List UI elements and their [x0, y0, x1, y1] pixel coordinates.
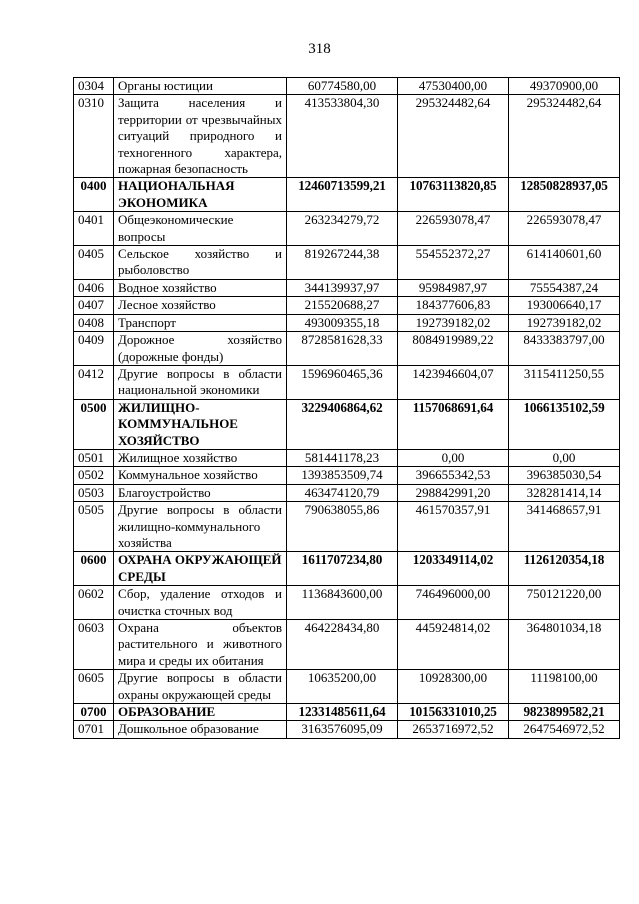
cell-value-2: 192739182,02: [398, 314, 509, 331]
cell-value-1: 10635200,00: [287, 670, 398, 704]
cell-value-1: 3163576095,09: [287, 721, 398, 738]
cell-code: 0501: [74, 449, 114, 466]
cell-value-3: 295324482,64: [509, 95, 620, 178]
cell-name: Защита населения и территории от чрезвычайных ситуаций природного и техногенного характера, пожарная безопасность: [114, 95, 287, 178]
section-row: [74, 178, 620, 212]
cell-value-1: 790638055,86: [287, 502, 398, 552]
cell-value-2: 10156331010,25: [398, 704, 509, 721]
cell-value-2: 8084919989,22: [398, 332, 509, 366]
cell-code: 0304: [74, 78, 114, 95]
cell-code: 0503: [74, 484, 114, 501]
cell-code: 0500: [74, 399, 114, 449]
cell-name: Другие вопросы в области национальной экономики: [114, 365, 287, 399]
cell-name: Другие вопросы в области жилищно-коммунального хозяйства: [114, 502, 287, 552]
table-row: [74, 721, 620, 738]
cell-value-3: 614140601,60: [509, 246, 620, 280]
section-row: [74, 399, 620, 449]
cell-value-2: 396655342,53: [398, 467, 509, 484]
cell-code: 0406: [74, 279, 114, 296]
table-row: [74, 365, 620, 399]
cell-name: Сельское хозяйство и рыболовство: [114, 246, 287, 280]
cell-value-3: 3115411250,55: [509, 365, 620, 399]
table-row: [74, 586, 620, 620]
cell-value-2: 1203349114,02: [398, 552, 509, 586]
cell-value-1: 1611707234,80: [287, 552, 398, 586]
cell-value-2: 226593078,47: [398, 212, 509, 246]
cell-name: Лесное хозяйство: [114, 297, 287, 314]
cell-code: 0505: [74, 502, 114, 552]
table-row: [74, 279, 620, 296]
cell-value-3: 364801034,18: [509, 620, 620, 670]
cell-value-3: 9823899582,21: [509, 704, 620, 721]
cell-code: 0409: [74, 332, 114, 366]
cell-value-3: 11198100,00: [509, 670, 620, 704]
table-row: [74, 449, 620, 466]
cell-name: Благоустройство: [114, 484, 287, 501]
cell-name: НАЦИОНАЛЬНАЯ ЭКОНОМИКА: [114, 178, 287, 212]
cell-value-3: 1066135102,59: [509, 399, 620, 449]
budget-table: [73, 77, 620, 739]
table-row: [74, 297, 620, 314]
cell-name: Жилищное хозяйство: [114, 449, 287, 466]
cell-value-3: 396385030,54: [509, 467, 620, 484]
cell-code: 0502: [74, 467, 114, 484]
cell-value-2: 10928300,00: [398, 670, 509, 704]
table-row: [74, 78, 620, 95]
cell-value-2: 461570357,91: [398, 502, 509, 552]
cell-value-1: 8728581628,33: [287, 332, 398, 366]
cell-value-3: 226593078,47: [509, 212, 620, 246]
table-row: [74, 502, 620, 552]
cell-name: ОХРАНА ОКРУЖАЮЩЕЙ СРЕДЫ: [114, 552, 287, 586]
cell-code: 0605: [74, 670, 114, 704]
cell-code: 0405: [74, 246, 114, 280]
cell-name: Транспорт: [114, 314, 287, 331]
cell-value-1: 3229406864,62: [287, 399, 398, 449]
cell-code: 0401: [74, 212, 114, 246]
cell-value-2: 47530400,00: [398, 78, 509, 95]
cell-name: ЖИЛИЩНО-КОММУНАЛЬНОЕ ХОЗЯЙСТВО: [114, 399, 287, 449]
cell-value-2: 184377606,83: [398, 297, 509, 314]
page-number: 318: [308, 41, 331, 57]
table-row: [74, 95, 620, 178]
cell-value-3: 341468657,91: [509, 502, 620, 552]
cell-code: 0407: [74, 297, 114, 314]
section-row: [74, 704, 620, 721]
cell-value-1: 1136843600,00: [287, 586, 398, 620]
cell-code: 0600: [74, 552, 114, 586]
cell-value-2: 298842991,20: [398, 484, 509, 501]
table-row: [74, 314, 620, 331]
cell-name: Дошкольное образование: [114, 721, 287, 738]
cell-name: Водное хозяйство: [114, 279, 287, 296]
cell-value-2: 10763113820,85: [398, 178, 509, 212]
table-row: [74, 484, 620, 501]
cell-name: Сбор, удаление отходов и очистка сточных вод: [114, 586, 287, 620]
cell-value-3: 1126120354,18: [509, 552, 620, 586]
cell-value-2: 95984987,97: [398, 279, 509, 296]
cell-value-1: 464228434,80: [287, 620, 398, 670]
cell-value-1: 463474120,79: [287, 484, 398, 501]
table-row: [74, 620, 620, 670]
cell-value-1: 344139937,97: [287, 279, 398, 296]
section-row: [74, 552, 620, 586]
cell-value-1: 581441178,23: [287, 449, 398, 466]
cell-value-3: 328281414,14: [509, 484, 620, 501]
cell-code: 0400: [74, 178, 114, 212]
cell-code: 0603: [74, 620, 114, 670]
cell-value-3: 750121220,00: [509, 586, 620, 620]
cell-name: Другие вопросы в области охраны окружающей среды: [114, 670, 287, 704]
cell-value-2: 445924814,02: [398, 620, 509, 670]
cell-value-3: 0,00: [509, 449, 620, 466]
cell-value-1: 215520688,27: [287, 297, 398, 314]
cell-value-1: 493009355,18: [287, 314, 398, 331]
table-row: [74, 332, 620, 366]
budget-table-body: [74, 78, 620, 739]
cell-value-3: 193006640,17: [509, 297, 620, 314]
cell-value-2: 295324482,64: [398, 95, 509, 178]
cell-value-1: 1596960465,36: [287, 365, 398, 399]
cell-value-1: 1393853509,74: [287, 467, 398, 484]
table-row: [74, 246, 620, 280]
cell-value-1: 12460713599,21: [287, 178, 398, 212]
cell-value-2: 1157068691,64: [398, 399, 509, 449]
cell-value-3: 2647546972,52: [509, 721, 620, 738]
cell-code: 0602: [74, 586, 114, 620]
table-row: [74, 670, 620, 704]
table-row: [74, 467, 620, 484]
cell-value-1: 819267244,38: [287, 246, 398, 280]
cell-value-2: 1423946604,07: [398, 365, 509, 399]
cell-name: Органы юстиции: [114, 78, 287, 95]
cell-name: Коммунальное хозяйство: [114, 467, 287, 484]
cell-code: 0412: [74, 365, 114, 399]
cell-value-3: 8433383797,00: [509, 332, 620, 366]
cell-value-3: 75554387,24: [509, 279, 620, 296]
cell-name: Общеэкономические вопросы: [114, 212, 287, 246]
cell-value-3: 49370900,00: [509, 78, 620, 95]
cell-value-2: 2653716972,52: [398, 721, 509, 738]
table-row: [74, 212, 620, 246]
cell-value-3: 192739182,02: [509, 314, 620, 331]
cell-value-1: 413533804,30: [287, 95, 398, 178]
cell-value-1: 60774580,00: [287, 78, 398, 95]
cell-value-2: 746496000,00: [398, 586, 509, 620]
cell-code: 0310: [74, 95, 114, 178]
cell-code: 0701: [74, 721, 114, 738]
cell-name: Дорожное хозяйство (дорожные фонды): [114, 332, 287, 366]
cell-value-2: 0,00: [398, 449, 509, 466]
cell-code: 0408: [74, 314, 114, 331]
cell-code: 0700: [74, 704, 114, 721]
cell-value-3: 12850828937,05: [509, 178, 620, 212]
cell-value-2: 554552372,27: [398, 246, 509, 280]
cell-name: ОБРАЗОВАНИЕ: [114, 704, 287, 721]
cell-value-1: 263234279,72: [287, 212, 398, 246]
cell-name: Охрана объектов растительного и животного мира и среды их обитания: [114, 620, 287, 670]
cell-value-1: 12331485611,64: [287, 704, 398, 721]
